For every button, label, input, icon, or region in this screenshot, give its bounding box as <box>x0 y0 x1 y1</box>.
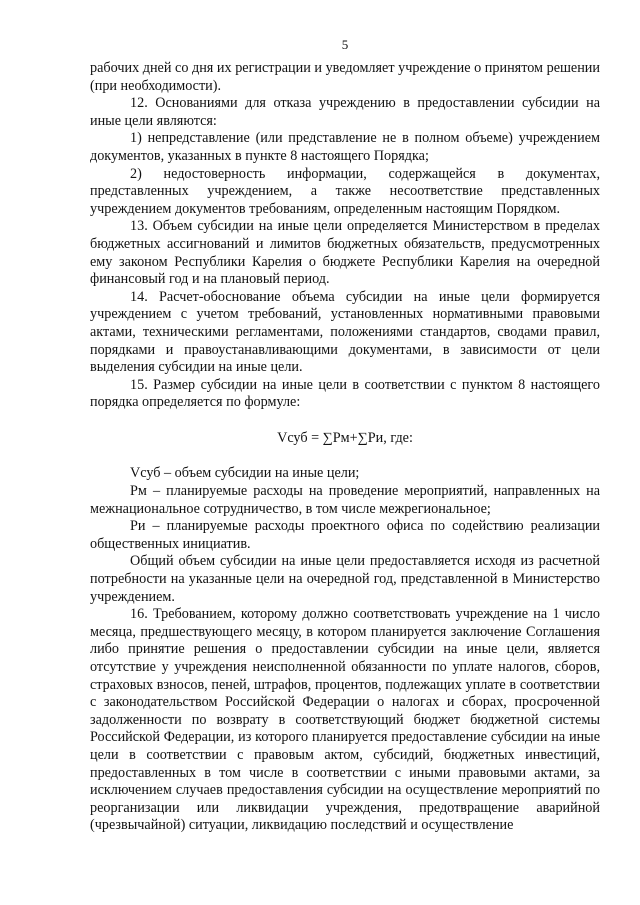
definition-vsub: Vсуб – объем субсидии на иные цели; <box>130 465 360 482</box>
paragraph-subitem-1: 1) непредставление (или представление не в полном объеме) учреждением документов, указанных в пункте 8 настоящего Порядка; <box>90 130 600 164</box>
paragraph-subitem-2: 2) недостоверность информации, содержащейся в документах, представленных учреждением, а также несоответствие представленных учреждением документов требованиям, определенным настоящим Порядком. <box>90 165 600 217</box>
paragraph-item-14: 14. Расчет-обоснование объема субсидии на иные цели формируется учреждением с учетом требований, установленных нормативными правовыми актами, техническими регламентами, положениями стандартов, сводами правил, порядками и правоустанавливающими документами, в зависимости от цели выделения субсидии на иные цели. <box>90 288 600 376</box>
document-body <box>90 60 600 835</box>
document-page <box>90 0 600 905</box>
formula: Vсуб = ∑Pм+∑Pи, где: <box>277 429 413 446</box>
definition-pm: Pм – планируемые расходы на проведение мероприятий, направленных на межнациональное сотрудничество, в том числе межрегиональное; <box>90 483 600 517</box>
page-number: 5 <box>341 37 349 52</box>
paragraph-item-15: 15. Размер субсидии на иные цели в соответствии с пунктом 8 настоящего порядка определяется по формуле: <box>90 376 600 411</box>
paragraph-item-12: 12. Основаниями для отказа учреждению в предоставлении субсидии на иные цели являются: <box>90 95 600 129</box>
paragraph-total-volume: Общий объем субсидии на иные цели предоставляется исходя из расчетной потребности на указанные цели на очередной год, представленной в Министерство учреждением. <box>90 553 600 605</box>
paragraph-item-13: 13. Объем субсидии на иные цели определяется Министерством в пределах бюджетных ассигнований и лимитов бюджетных обязательств, предусмотренных ему законом Республики Карелия о бюджете Республики Карелия на очередной финансовый год и на плановый период. <box>90 218 600 288</box>
paragraph-continuation: рабочих дней со дня их регистрации и уведомляет учреждение о принятом решении (при необходимости). <box>90 60 600 94</box>
paragraph-item-16: 16. Требованием, которому должно соответствовать учреждение на 1 число месяца, предшествующего месяцу, в котором планируется заключение Соглашения либо принятие решения о предоставлении субсидии на иные цели, является отсутствие у учреждения неисполненной обязанности по уплате налогов, сборов, страховых взносов, пеней, штрафов, процентов, подлежащих уплате в соответствии с законодательством Российской Федерации о налогах и сборах, просроченной задолженности по возврату в соответствующий бюджет бюджетной системы Российской Федерации, из которого планируется предоставление субсидии на иные цели в соответствии с правовым актом, субсидий, бюджетных инвестиций, предоставленных в том числе в соответствии с иными правовыми актами, за исключением случаев предоставления субсидии на осуществление мероприятий по реорганизации или ликвидации учреждения, предотвращение аварийной (чрезвычайной) ситуации, ликвидацию последствий и осуществление <box>90 606 600 834</box>
definition-pi: Pи – планируемые расходы проектного офиса по содействию реализации общественных инициатив. <box>90 518 600 552</box>
